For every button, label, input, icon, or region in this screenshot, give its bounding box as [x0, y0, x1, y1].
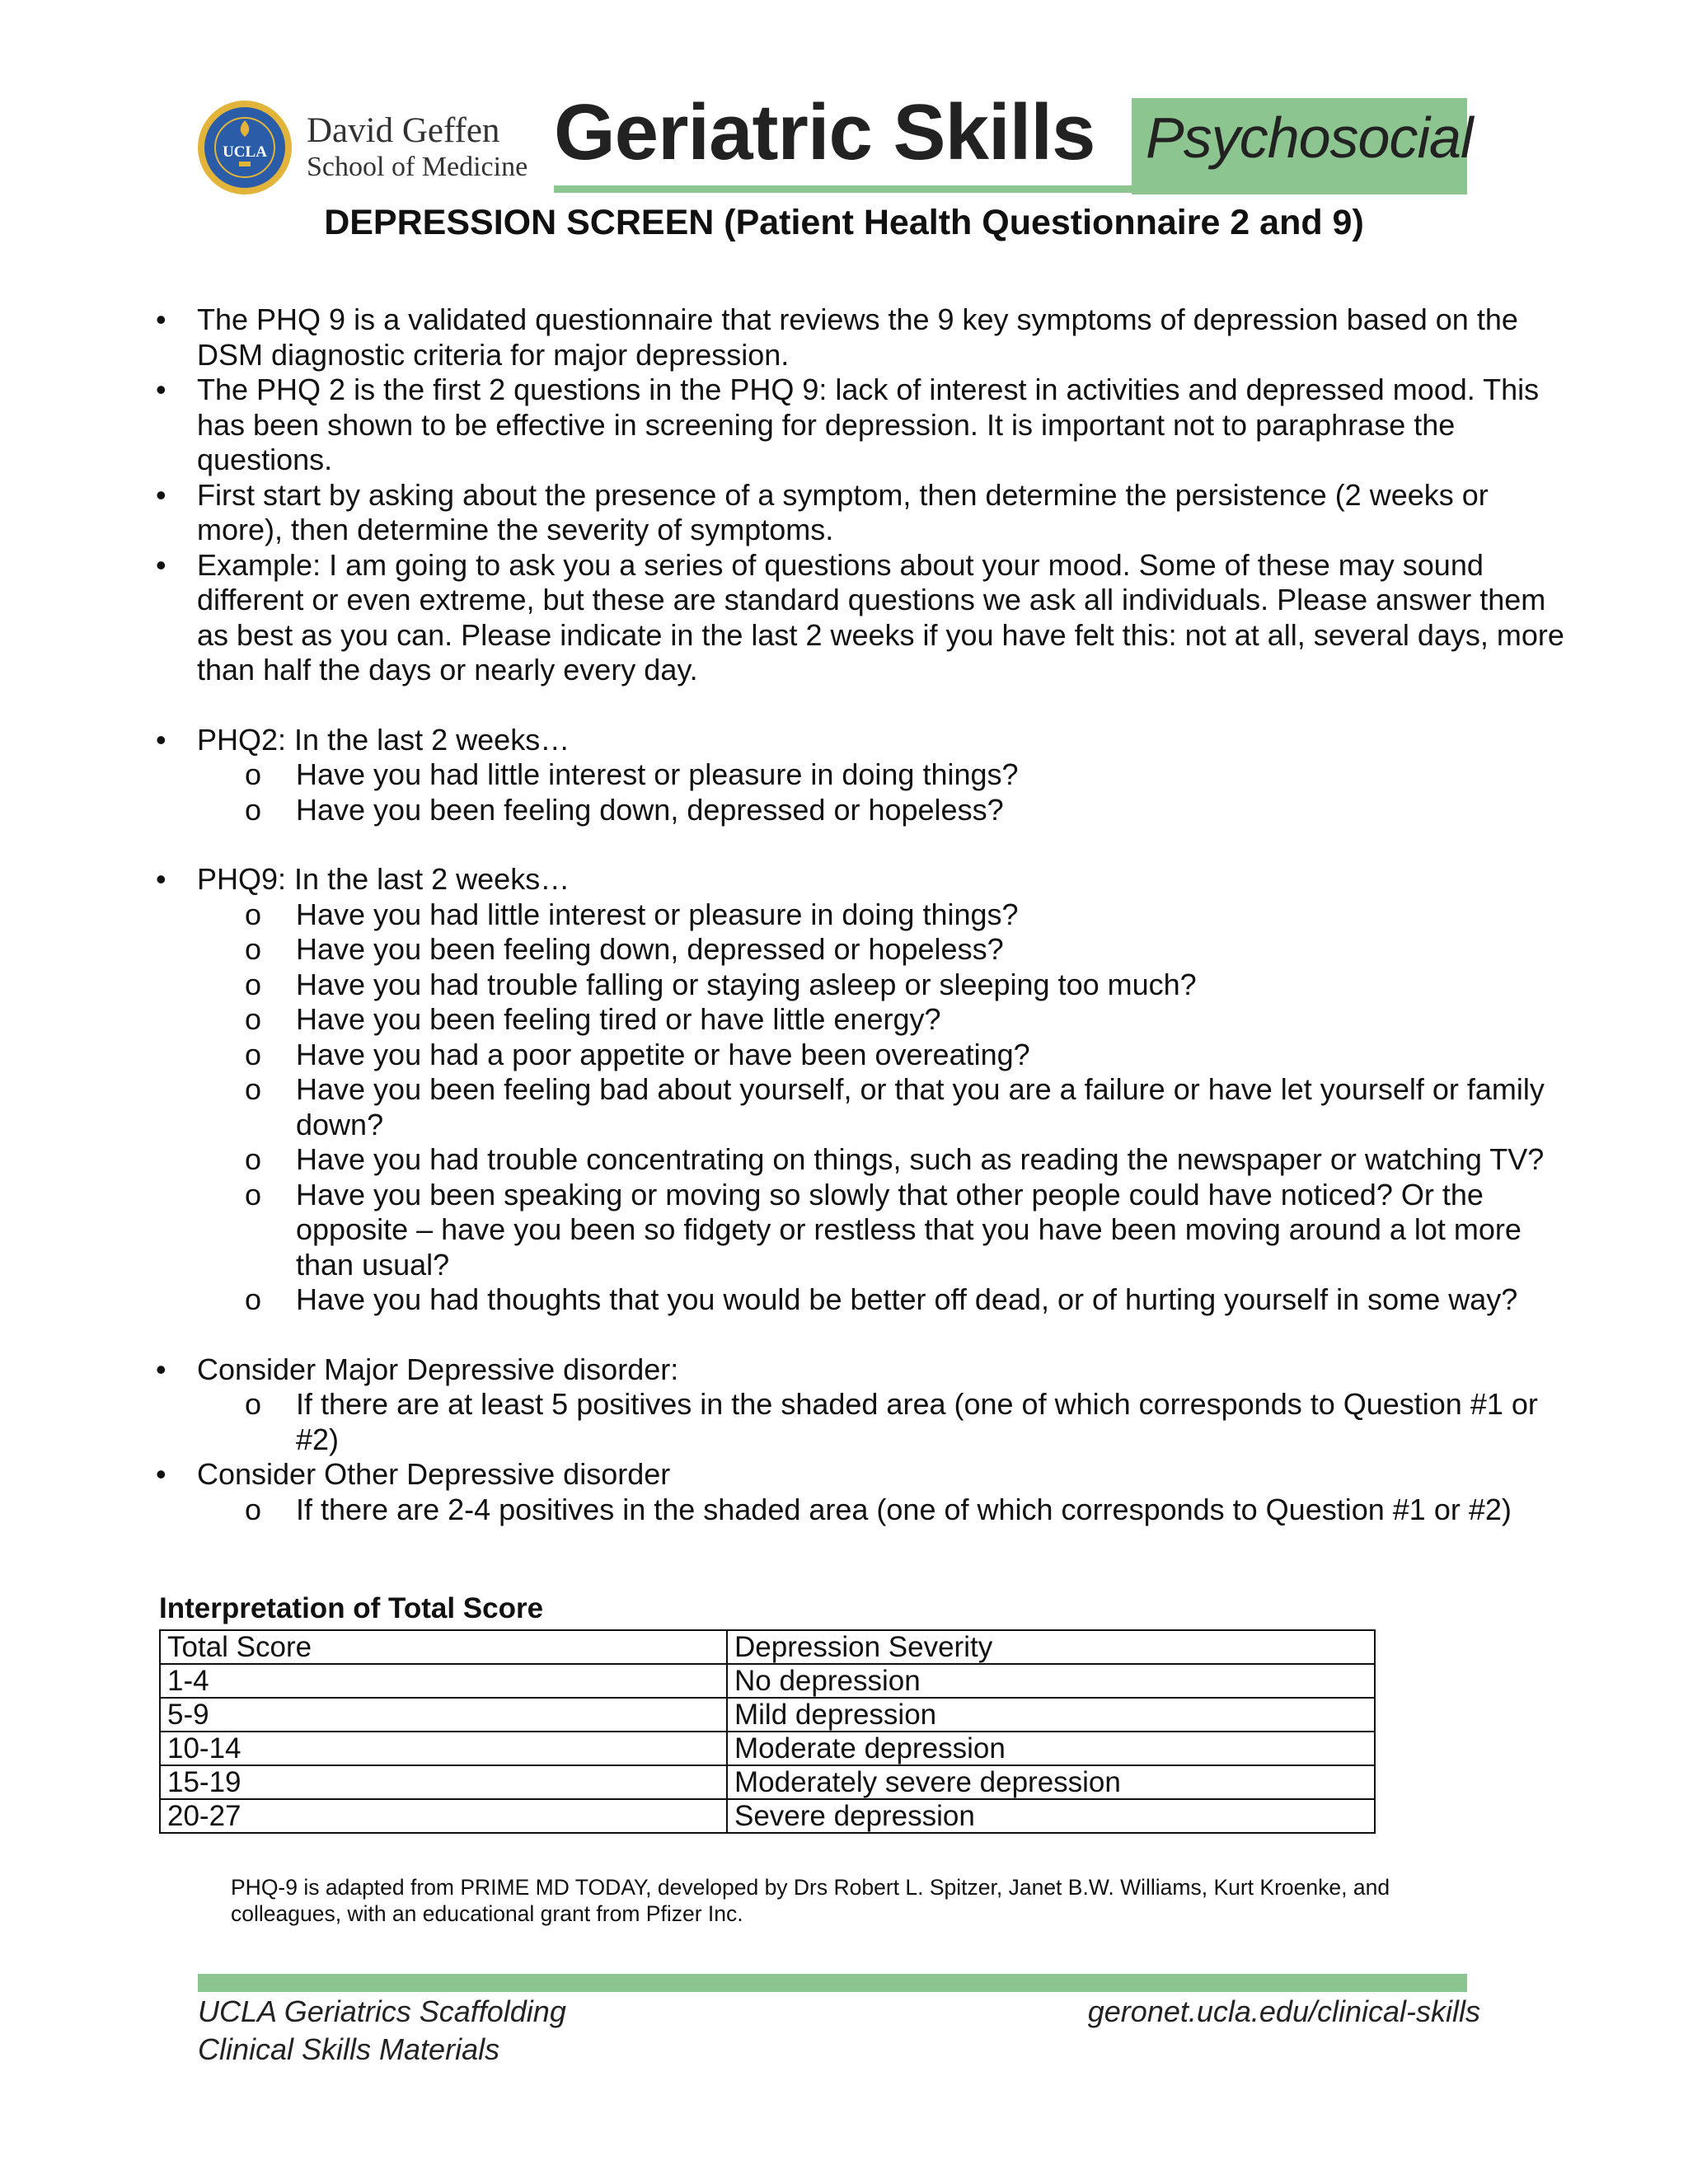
sub-bullet-icon: o	[245, 967, 262, 1001]
sub-bullet-icon: o	[245, 1387, 262, 1421]
footer-line2: Clinical Skills Materials	[198, 2032, 500, 2066]
question-text: Have you had trouble falling or staying asleep or sleeping too much?	[296, 967, 1197, 1001]
footer-url: geronet.ucla.edu/clinical-skills	[1087, 1994, 1480, 2028]
question-text: Have you had thoughts that you would be better off dead, or of hurting yourself in some way?	[296, 1282, 1518, 1316]
score-range-cell: 20-27	[160, 1799, 727, 1833]
list-item	[197, 793, 1573, 828]
score-range-cell: 5-9	[160, 1698, 727, 1732]
question-text: Have you been feeling bad about yourself, or that you are a failure or have let yourself or family down?	[296, 1072, 1545, 1141]
severity-cell: Moderately severe depression	[727, 1765, 1375, 1799]
consider-other-criteria	[197, 1493, 1573, 1528]
score-range-cell: 10-14	[160, 1732, 727, 1765]
phq9-label: PHQ9: In the last 2 weeks…	[197, 862, 570, 896]
sub-bullet-icon: o	[245, 1037, 262, 1071]
phq2-question-list	[197, 757, 1573, 827]
table-header-cell: Depression Severity	[727, 1630, 1375, 1664]
bullet-text: First start by asking about the presence of a symptom, then determine the persistence (2 weeks or more), then determine the severity of symptoms.	[197, 477, 1489, 546]
content-body	[156, 302, 1573, 1527]
question-text: Have you been speaking or moving so slowly that other people could have noticed? Or the opposite – have you been so fidgety or restless that you have been moving around a lot more than usual?	[296, 1177, 1522, 1282]
consider-major-label: Consider Major Depressive disorder:	[197, 1352, 679, 1386]
bullet-text: The PHQ 9 is a validated questionnaire that reviews the 9 key symptoms of depression based on the DSM diagnostic criteria for major depression.	[197, 302, 1518, 372]
bullet-icon: •	[156, 1352, 166, 1386]
list-item	[197, 1493, 1573, 1528]
bullet-text: Example: I am going to ask you a series of questions about your mood. Some of these may sound different or even extreme, but these are standard questions we ask all individuals. Please answer them as best as you can. Please indicate in the last 2 weeks if you have felt this: not at all, several days, more than half the days or nearly every day.	[197, 547, 1564, 687]
question-text: Have you had little interest or pleasure in doing things?	[296, 897, 1019, 931]
list-item	[156, 1352, 1573, 1458]
table-row	[160, 1698, 1375, 1732]
bullet-icon: •	[156, 302, 166, 336]
intro-bullet-list	[156, 302, 1573, 688]
list-item	[197, 757, 1573, 793]
sub-bullet-icon: o	[245, 1072, 262, 1106]
attribution-footnote: PHQ-9 is adapted from PRIME MD TODAY, developed by Drs Robert L. Spitzer, Janet B.W. Williams, Kurt Kroenke, and colleagues, with an educational grant from Pfizer Inc.	[231, 1875, 1390, 1926]
list-item	[156, 478, 1573, 548]
sub-bullet-icon: o	[245, 897, 262, 931]
table-header-cell: Total Score	[160, 1630, 727, 1664]
score-range-cell: 1-4	[160, 1664, 727, 1698]
list-item	[197, 1282, 1573, 1318]
severity-cell: No depression	[727, 1664, 1375, 1698]
severity-cell: Mild depression	[727, 1698, 1375, 1732]
sub-bullet-icon: o	[245, 1177, 262, 1212]
ucla-seal-logo	[196, 99, 293, 196]
consider-major-criteria	[197, 1387, 1573, 1457]
list-item	[197, 1038, 1573, 1073]
bullet-icon: •	[156, 547, 166, 582]
list-item	[156, 723, 1573, 828]
list-item	[197, 932, 1573, 968]
consider-other-label: Consider Other Depressive disorder	[197, 1457, 671, 1491]
bullet-icon: •	[156, 477, 166, 512]
footer-line1: UCLA Geriatrics Scaffolding	[198, 1994, 566, 2028]
list-item	[156, 302, 1573, 373]
list-item	[156, 1457, 1573, 1527]
list-item	[156, 373, 1573, 478]
table-header-row	[160, 1630, 1375, 1664]
document-title: DEPRESSION SCREEN (Patient Health Questionnaire 2 and 9)	[324, 203, 1364, 242]
bullet-icon: •	[156, 862, 166, 896]
phq2-section	[156, 723, 1573, 828]
sub-bullet-icon: o	[245, 757, 262, 791]
list-item	[197, 1178, 1573, 1283]
criterion-text: If there are 2-4 positives in the shaded area (one of which corresponds to Question #1 or #2)	[296, 1492, 1512, 1526]
sub-bullet-icon: o	[245, 1002, 262, 1036]
question-text: Have you been feeling down, depressed or hopeless?	[296, 792, 1004, 827]
criterion-text: If there are at least 5 positives in the shaded area (one of which corresponds to Question #1 or #2)	[296, 1387, 1538, 1456]
list-item	[156, 548, 1573, 688]
phq2-label: PHQ2: In the last 2 weeks…	[197, 722, 570, 757]
footer-bar	[198, 1974, 1467, 1992]
sub-bullet-icon: o	[245, 1282, 262, 1316]
table-row	[160, 1664, 1375, 1698]
question-text: Have you been feeling tired or have little energy?	[296, 1002, 941, 1036]
school-name-line2: School of Medicine	[307, 152, 528, 182]
question-text: Have you had a poor appetite or have been overeating?	[296, 1037, 1030, 1071]
list-item	[197, 1002, 1573, 1038]
table-row	[160, 1732, 1375, 1765]
question-text: Have you had trouble concentrating on things, such as reading the newspaper or watching TV?	[296, 1142, 1545, 1176]
score-range-cell: 15-19	[160, 1765, 727, 1799]
consider-section	[156, 1352, 1573, 1528]
sub-bullet-icon: o	[245, 1142, 262, 1176]
sub-bullet-icon: o	[245, 792, 262, 827]
list-item	[197, 1072, 1573, 1142]
school-name-line1: David Geffen	[307, 111, 500, 150]
sub-bullet-icon: o	[245, 932, 262, 966]
severity-cell: Severe depression	[727, 1799, 1375, 1833]
question-text: Have you been feeling down, depressed or hopeless?	[296, 932, 1004, 966]
bullet-icon: •	[156, 373, 166, 406]
table-caption: Interpretation of Total Score	[159, 1592, 544, 1624]
seal-text: UCLA	[223, 143, 267, 161]
list-item	[197, 898, 1573, 933]
table-row	[160, 1765, 1375, 1799]
category-label: Psychosocial	[1146, 105, 1473, 170]
table-row	[160, 1799, 1375, 1833]
score-interpretation-table	[159, 1629, 1376, 1834]
phq9-question-list	[197, 898, 1573, 1318]
brand-title: Geriatric Skills	[554, 88, 1095, 176]
bullet-text: The PHQ 2 is the first 2 questions in the PHQ 9: lack of interest in activities and depressed mood. This has been shown to be effective in screening for depression. It is important not to paraphrase the questions.	[197, 373, 1540, 476]
list-item	[197, 1142, 1573, 1178]
list-item	[156, 862, 1573, 1318]
severity-cell: Moderate depression	[727, 1732, 1375, 1765]
phq9-section	[156, 862, 1573, 1318]
list-item	[197, 1387, 1573, 1457]
list-item	[197, 968, 1573, 1003]
sub-bullet-icon: o	[245, 1492, 262, 1526]
bullet-icon: •	[156, 1457, 166, 1491]
bullet-icon: •	[156, 722, 166, 757]
question-text: Have you had little interest or pleasure in doing things?	[296, 757, 1019, 791]
